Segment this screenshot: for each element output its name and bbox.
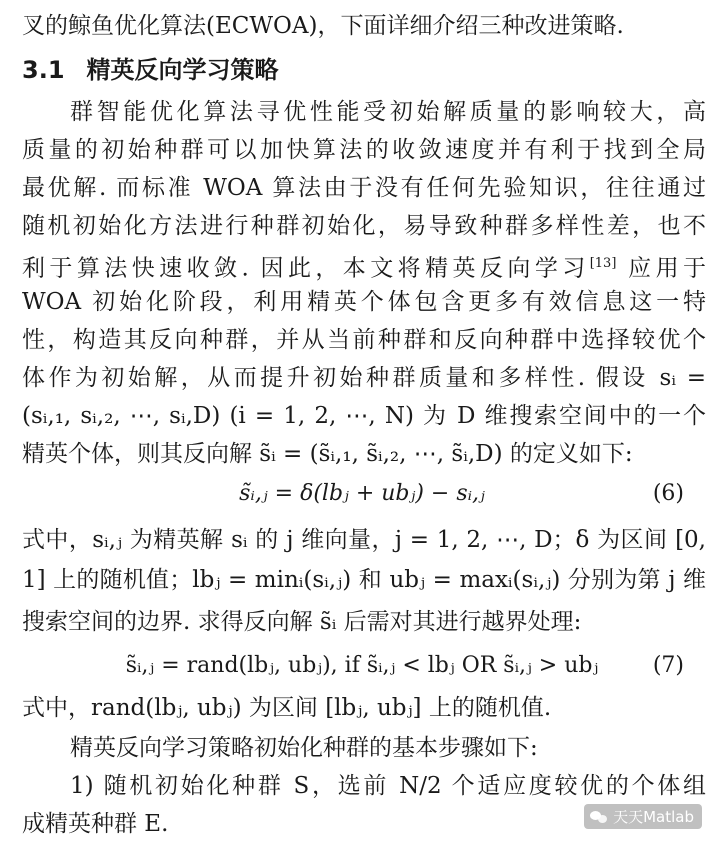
watermark (584, 804, 702, 829)
intro-line: 叉的鲸鱼优化算法(ECWOA)，下面详细介绍三种改进策略. (22, 13, 624, 39)
paragraph-line: 性，构造其反向种群，并从当前种群和反向种群中选择较优个 (22, 327, 706, 353)
paragraph-line: WOA 初始化阶段，利用精英个体包含更多有效信息这一特 (22, 289, 706, 315)
equation-6-number: (6) (652, 481, 684, 506)
paragraph-line: 1) 随机初始化种群 S，选前 N/2 个适应度较优的个体组 (70, 773, 706, 799)
paragraph-text: 应用于 (616, 255, 706, 282)
paragraph-line: 精英个体，则其反向解 s̃ᵢ = (s̃ᵢ,₁, s̃ᵢ,₂, ⋯, s̃ᵢ,D) 的定义如下: (22, 441, 633, 467)
paragraph-line: 搜索空间的边界. 求得反向解 s̃ᵢ 后需对其进行越界处理: (22, 609, 582, 635)
wechat-icon (590, 810, 608, 824)
watermark-text: 天天Matlab (613, 808, 694, 826)
paragraph-line: 随机初始化方法进行种群初始化，易导致种群多样性差，也不 (22, 213, 706, 239)
paragraph-line: 最优解. 而标准 WOA 算法由于没有任何先验知识，往往通过 (22, 175, 706, 201)
paragraph-line: 质量的初始种群可以加快算法的收敛速度并有利于找到全局 (22, 137, 706, 163)
paragraph-line (22, 246, 706, 287)
paragraph-line: 式中，rand(lbⱼ, ubⱼ) 为区间 [lbⱼ, ubⱼ] 上的随机值. (22, 695, 552, 721)
paragraph-line: (sᵢ,₁, sᵢ,₂, ⋯, sᵢ,D) (i = 1, 2, ⋯, N) 为 D 维搜索空间中的一个 (22, 403, 706, 429)
citation-13: [13] (589, 256, 617, 271)
section-heading (22, 52, 279, 88)
paragraph-text: 利于算法快速收敛. 因此，本文将精英反向学习 (22, 255, 590, 282)
paragraph-line: 群智能优化算法寻优性能受初始解质量的影响较大，高 (70, 99, 706, 125)
paragraph-line: 体作为初始解，从而提升初始种群质量和多样性. 假设 sᵢ = (22, 365, 706, 391)
paragraph-line: 成精英种群 E. (22, 811, 169, 837)
equation-7-body: s̃ᵢ,ⱼ = rand(lbⱼ, ubⱼ), if s̃ᵢ,ⱼ < lbⱼ OR s̃ᵢ,ⱼ > ubⱼ (125, 653, 599, 678)
section-title: 精英反向学习策略 (86, 56, 279, 84)
section-number: 3.1 (22, 56, 65, 84)
paragraph-line: 式中，sᵢ,ⱼ 为精英解 sᵢ 的 j 维向量，j = 1, 2, ⋯, D；δ 为区间 [0, (22, 527, 706, 553)
equation-7-number: (7) (652, 653, 684, 678)
paragraph-line: 1] 上的随机值；lbⱼ = minᵢ(sᵢ,ⱼ) 和 ubⱼ = maxᵢ(sᵢ,ⱼ) 分别为第 j 维 (22, 567, 706, 593)
paragraph-line: 精英反向学习策略初始化种群的基本步骤如下: (70, 735, 538, 761)
equation-6-body: s̃ᵢ,ⱼ = δ(lbⱼ + ubⱼ) − sᵢ,ⱼ (239, 481, 485, 506)
